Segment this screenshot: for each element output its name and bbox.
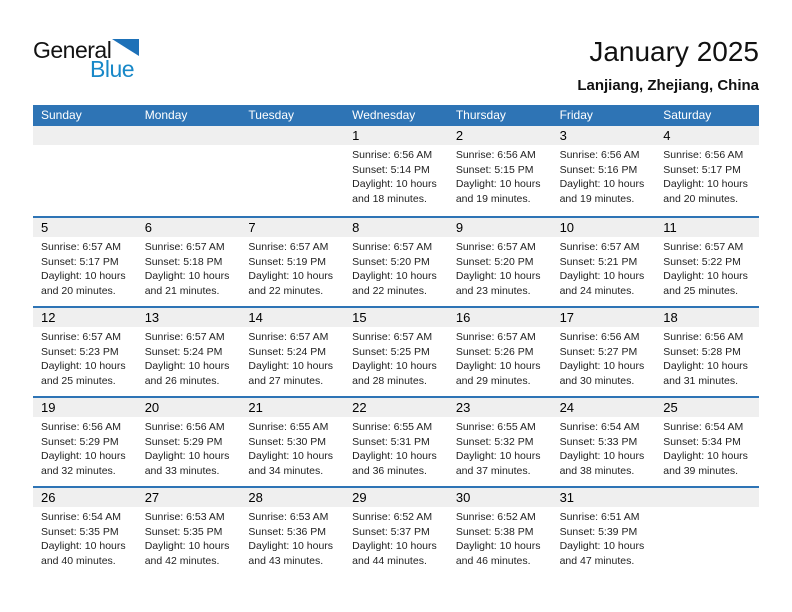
day-cell [552,488,656,576]
day-detail-line: Sunset: 5:21 PM [559,255,638,268]
day-cell [448,488,552,576]
day-number [137,126,241,145]
day-detail-line: Sunrise: 6:57 AM [455,331,536,343]
day-detail-line: Sunrise: 6:55 AM [352,421,433,433]
general-blue-logo [33,39,153,81]
day-detail-line: Daylight: 10 hours [559,360,645,373]
day-detail-line: Sunrise: 6:54 AM [41,511,121,523]
day-detail-line: Sunset: 5:34 PM [663,435,741,448]
day-cell [655,308,759,396]
day-detail-line: Sunset: 5:31 PM [352,435,430,448]
day-detail-line: and 24 minutes. [559,284,635,297]
day-cell [552,218,656,306]
day-detail-line: Sunset: 5:18 PM [144,255,223,268]
day-detail-line: Daylight: 10 hours [663,360,748,373]
day-detail-line: and 46 minutes. [455,554,531,567]
day-detail-line: Daylight: 10 hours [559,178,645,191]
day-number: 9 [448,218,552,237]
day-number: 8 [344,218,448,237]
day-detail-line: Daylight: 10 hours [559,540,645,553]
day-detail-line: Sunset: 5:27 PM [559,345,638,358]
day-details [448,237,552,298]
day-detail-line: Sunrise: 6:57 AM [248,241,329,253]
day-number: 12 [33,308,137,327]
day-detail-line: and 29 minutes. [455,374,531,387]
day-detail-line: Daylight: 10 hours [559,450,645,463]
empty-day-cell [33,126,137,216]
day-cell [344,398,448,486]
day-cell [655,126,759,216]
day-detail-line: Sunset: 5:20 PM [352,255,430,268]
day-detail-line: Sunrise: 6:52 AM [455,511,536,523]
day-number: 2 [448,126,552,145]
day-detail-line: Daylight: 10 hours [559,270,645,283]
day-number: 20 [137,398,241,417]
day-number [655,488,759,507]
day-details [655,237,759,298]
day-detail-line: and 36 minutes. [352,464,427,477]
day-details [552,145,656,206]
day-number: 13 [137,308,241,327]
day-number [33,126,137,145]
day-number: 21 [240,398,344,417]
logo-word-blue: Blue [90,56,135,82]
empty-day-cell [137,126,241,216]
day-detail-line: Sunset: 5:35 PM [41,525,119,538]
day-detail-line: and 44 minutes. [352,554,427,567]
day-number: 27 [137,488,241,507]
day-cell [344,218,448,306]
day-number: 17 [552,308,656,327]
day-detail-line: Daylight: 10 hours [455,540,541,553]
day-detail-line: Sunset: 5:37 PM [352,525,430,538]
day-detail-line: Sunrise: 6:57 AM [41,331,121,343]
day-detail-line: Sunset: 5:24 PM [144,345,223,358]
day-details [552,417,656,478]
day-detail-line: Daylight: 10 hours [352,178,437,191]
calendar-header-cell-monday: Monday [144,108,188,122]
day-cell [240,488,344,576]
day-detail-line: Daylight: 10 hours [455,360,541,373]
day-cell [448,308,552,396]
day-detail-line: Sunrise: 6:53 AM [248,511,329,523]
day-detail-line: Sunset: 5:32 PM [455,435,534,448]
day-detail-line: Sunrise: 6:56 AM [144,421,225,433]
day-detail-line: Daylight: 10 hours [352,450,437,463]
day-detail-line: Daylight: 10 hours [144,540,230,553]
day-cell [344,126,448,216]
day-detail-line: Daylight: 10 hours [248,540,334,553]
day-details [344,507,448,568]
day-detail-line: Sunrise: 6:56 AM [663,149,744,161]
day-cell [655,218,759,306]
day-detail-line: and 19 minutes. [559,192,635,205]
day-cell [240,218,344,306]
day-number: 22 [344,398,448,417]
day-details [448,327,552,388]
day-detail-line: and 47 minutes. [559,554,635,567]
day-details [448,507,552,568]
day-number: 30 [448,488,552,507]
day-details [552,507,656,568]
day-details [240,237,344,298]
calendar-header-row [33,105,759,126]
day-details [240,507,344,568]
calendar-weeks [33,126,759,576]
day-detail-line: Daylight: 10 hours [144,360,230,373]
day-details [448,145,552,206]
day-details [344,237,448,298]
day-cell [240,308,344,396]
day-detail-line: Daylight: 10 hours [455,450,541,463]
day-detail-line: and 30 minutes. [559,374,635,387]
day-detail-line: Sunset: 5:20 PM [455,255,534,268]
calendar-week-row [33,126,759,216]
day-detail-line: Sunrise: 6:54 AM [559,421,640,433]
day-number: 10 [552,218,656,237]
day-cell [33,308,137,396]
day-detail-line: and 38 minutes. [559,464,635,477]
day-detail-line: Sunrise: 6:56 AM [559,331,640,343]
day-details [240,327,344,388]
day-detail-line: and 25 minutes. [41,374,116,387]
day-number: 5 [33,218,137,237]
day-details [137,237,241,298]
day-number: 19 [33,398,137,417]
day-cell [137,488,241,576]
day-number: 6 [137,218,241,237]
day-detail-line: Daylight: 10 hours [248,450,334,463]
calendar-header-cell-saturday: Saturday [663,108,712,122]
day-detail-line: and 19 minutes. [455,192,531,205]
day-cell [552,398,656,486]
day-detail-line: Sunrise: 6:57 AM [41,241,121,253]
day-details [655,327,759,388]
day-detail-line: Daylight: 10 hours [352,270,437,283]
day-number: 28 [240,488,344,507]
calendar-table [33,105,759,576]
day-cell [137,398,241,486]
day-details [655,145,759,206]
day-detail-line: Sunset: 5:33 PM [559,435,638,448]
day-detail-line: Daylight: 10 hours [352,360,437,373]
day-cell [448,126,552,216]
day-details [33,327,137,388]
calendar-week-row [33,396,759,486]
day-detail-line: Sunrise: 6:57 AM [352,241,433,253]
calendar-header-cell-tuesday: Tuesday [248,108,295,122]
day-details [344,145,448,206]
day-detail-line: Daylight: 10 hours [144,270,230,283]
logo-word-general: General [33,37,112,63]
day-detail-line: and 22 minutes. [352,284,427,297]
day-details [137,507,241,568]
day-detail-line: Sunset: 5:24 PM [248,345,327,358]
day-number: 16 [448,308,552,327]
day-details [240,417,344,478]
day-detail-line: Sunset: 5:17 PM [41,255,119,268]
day-number: 29 [344,488,448,507]
day-number: 31 [552,488,656,507]
day-details [552,237,656,298]
day-cell [137,308,241,396]
day-detail-line: and 20 minutes. [41,284,116,297]
day-detail-line: Daylight: 10 hours [663,450,748,463]
day-detail-line: Sunset: 5:25 PM [352,345,430,358]
day-detail-line: Sunrise: 6:56 AM [559,149,640,161]
day-detail-line: Daylight: 10 hours [352,540,437,553]
day-number: 15 [344,308,448,327]
page-subtitle: Lanjiang, Zhejiang, China [577,77,759,95]
day-details [344,417,448,478]
day-detail-line: and 31 minutes. [663,374,738,387]
title-block [577,36,759,94]
day-detail-line: Daylight: 10 hours [248,270,334,283]
day-details [137,417,241,478]
day-cell [33,218,137,306]
day-details [655,417,759,478]
day-detail-line: Daylight: 10 hours [248,360,334,373]
day-details [33,507,137,568]
day-detail-line: Sunset: 5:16 PM [559,163,638,176]
day-cell [655,398,759,486]
day-detail-line: Sunrise: 6:55 AM [248,421,329,433]
day-cell [448,398,552,486]
day-detail-line: Daylight: 10 hours [455,270,541,283]
day-detail-line: Sunset: 5:36 PM [248,525,327,538]
day-detail-line: and 33 minutes. [144,464,220,477]
day-detail-line: Sunrise: 6:56 AM [41,421,121,433]
day-detail-line: Sunrise: 6:57 AM [144,241,225,253]
day-detail-line: Sunset: 5:15 PM [455,163,534,176]
day-detail-line: Sunrise: 6:54 AM [663,421,744,433]
day-number: 18 [655,308,759,327]
calendar-header-cell-sunday: Sunday [41,108,82,122]
day-number: 24 [552,398,656,417]
day-cell [344,488,448,576]
day-number: 26 [33,488,137,507]
day-cell [137,218,241,306]
day-detail-line: Sunset: 5:35 PM [144,525,223,538]
day-number: 3 [552,126,656,145]
day-detail-line: and 34 minutes. [248,464,324,477]
day-detail-line: Sunset: 5:14 PM [352,163,430,176]
day-detail-line: and 18 minutes. [352,192,427,205]
day-number: 23 [448,398,552,417]
day-detail-line: and 26 minutes. [144,374,220,387]
day-cell [448,218,552,306]
calendar-week-row [33,216,759,306]
day-number: 4 [655,126,759,145]
logo-triangle-icon [112,39,139,56]
day-detail-line: Daylight: 10 hours [41,450,126,463]
day-details [344,327,448,388]
day-detail-line: Sunrise: 6:56 AM [663,331,744,343]
day-detail-line: Sunset: 5:17 PM [663,163,741,176]
day-detail-line: Sunset: 5:29 PM [41,435,119,448]
day-detail-line: Sunrise: 6:55 AM [455,421,536,433]
day-details [448,417,552,478]
empty-day-cell [655,488,759,576]
day-number: 25 [655,398,759,417]
day-detail-line: and 43 minutes. [248,554,324,567]
day-detail-line: Sunset: 5:39 PM [559,525,638,538]
day-details [137,327,241,388]
calendar-week-row [33,486,759,576]
day-detail-line: Sunrise: 6:57 AM [455,241,536,253]
calendar-week-row [33,306,759,396]
day-number [240,126,344,145]
day-detail-line: Daylight: 10 hours [41,270,126,283]
day-detail-line: Sunrise: 6:56 AM [352,149,433,161]
day-cell [240,398,344,486]
day-detail-line: and 28 minutes. [352,374,427,387]
day-detail-line: Daylight: 10 hours [41,540,126,553]
calendar-header-cell-thursday: Thursday [455,108,506,122]
day-cell [552,126,656,216]
day-detail-line: and 25 minutes. [663,284,738,297]
day-detail-line: Sunrise: 6:57 AM [663,241,744,253]
day-detail-line: Daylight: 10 hours [663,270,748,283]
day-detail-line: and 22 minutes. [248,284,324,297]
day-details [552,327,656,388]
day-cell [33,398,137,486]
day-number: 14 [240,308,344,327]
day-number: 7 [240,218,344,237]
day-detail-line: Sunset: 5:29 PM [144,435,223,448]
day-detail-line: Sunset: 5:38 PM [455,525,534,538]
day-detail-line: and 37 minutes. [455,464,531,477]
day-detail-line: and 20 minutes. [663,192,738,205]
day-detail-line: Sunset: 5:30 PM [248,435,327,448]
day-detail-line: Sunrise: 6:57 AM [248,331,329,343]
day-cell [344,308,448,396]
day-detail-line: and 32 minutes. [41,464,116,477]
calendar-header-cell-wednesday: Wednesday [352,108,416,122]
empty-day-cell [240,126,344,216]
day-detail-line: Sunset: 5:26 PM [455,345,534,358]
day-detail-line: Sunset: 5:28 PM [663,345,741,358]
day-detail-line: Sunset: 5:19 PM [248,255,327,268]
day-details [33,237,137,298]
day-detail-line: and 27 minutes. [248,374,324,387]
day-detail-line: Sunrise: 6:56 AM [455,149,536,161]
day-detail-line: Daylight: 10 hours [663,178,748,191]
day-detail-line: and 39 minutes. [663,464,738,477]
day-detail-line: Sunrise: 6:57 AM [352,331,433,343]
page-title: January 2025 [589,36,759,67]
day-detail-line: Sunrise: 6:52 AM [352,511,433,523]
day-detail-line: Sunrise: 6:57 AM [144,331,225,343]
day-detail-line: Sunset: 5:22 PM [663,255,741,268]
day-detail-line: Sunrise: 6:57 AM [559,241,640,253]
day-details [33,417,137,478]
day-number: 1 [344,126,448,145]
day-detail-line: Sunrise: 6:51 AM [559,511,640,523]
day-detail-line: Daylight: 10 hours [41,360,126,373]
day-detail-line: and 40 minutes. [41,554,116,567]
day-detail-line: Daylight: 10 hours [144,450,230,463]
day-detail-line: Daylight: 10 hours [455,178,541,191]
day-number: 11 [655,218,759,237]
day-detail-line: Sunrise: 6:53 AM [144,511,225,523]
day-detail-line: and 42 minutes. [144,554,220,567]
day-cell [552,308,656,396]
day-detail-line: and 23 minutes. [455,284,531,297]
day-detail-line: Sunset: 5:23 PM [41,345,119,358]
calendar-header-cell-friday: Friday [559,108,593,122]
day-detail-line: and 21 minutes. [144,284,220,297]
day-cell [33,488,137,576]
